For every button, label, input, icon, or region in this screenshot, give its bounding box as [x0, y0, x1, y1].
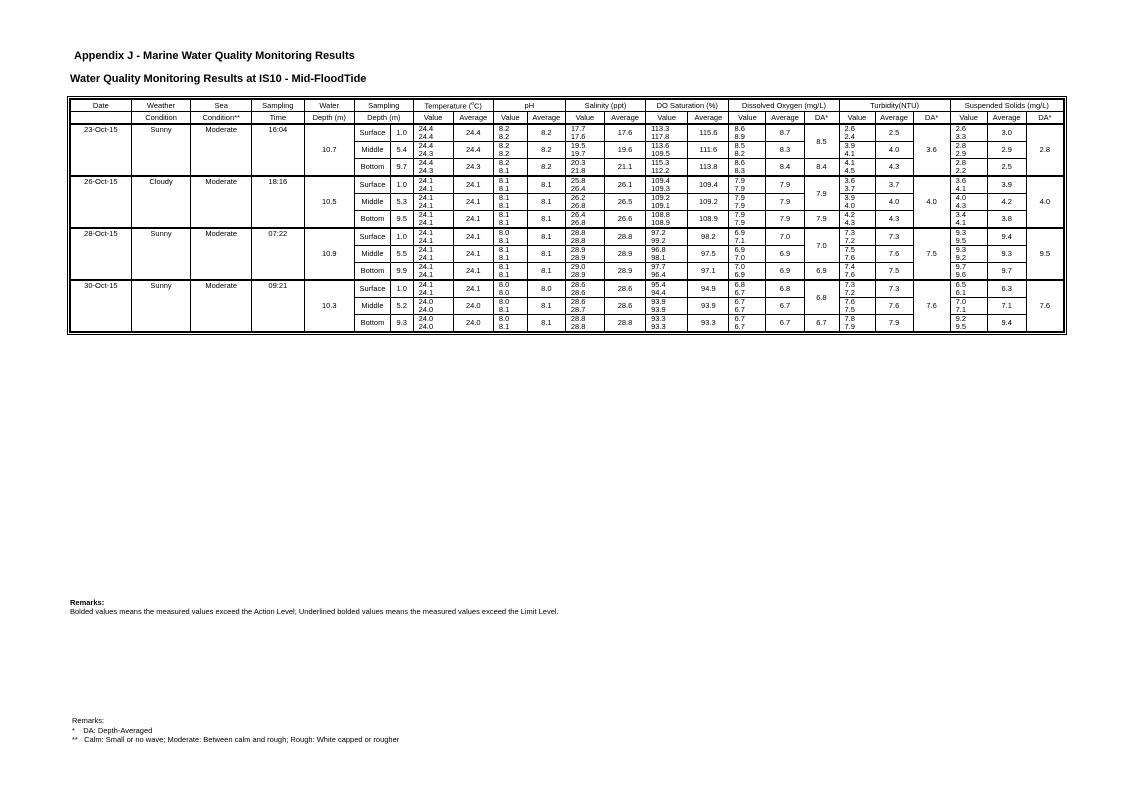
salinity-average: 28.9	[604, 246, 645, 263]
dissolved-oxygen-values: 8.6 8.9	[729, 124, 766, 142]
level-name-cell: Surface	[354, 228, 390, 246]
sampling-depth-cell: 9.9	[390, 263, 413, 281]
do-saturation-average: 111.6	[688, 142, 729, 159]
level-name-cell: Middle	[354, 298, 390, 315]
header-value: Value	[413, 112, 453, 125]
suspended-solids-values: 3.6 4.1	[950, 176, 987, 194]
suspended-solids-values: 9.2 9.5	[950, 315, 987, 332]
header-date: Date	[71, 100, 132, 112]
header-average: Average	[766, 112, 804, 125]
appendix-title: Appendix J - Marine Water Quality Monitoring Results	[74, 50, 355, 62]
header-row-2	[71, 112, 1064, 125]
ph-values: 8.0 8.1	[493, 228, 527, 246]
suspended-solids-average: 9.7	[987, 263, 1026, 281]
temperature-values: 24.1 24.1	[413, 246, 453, 263]
dissolved-oxygen-average: 7.9	[766, 194, 804, 211]
salinity-values: 25.8 26.4	[565, 176, 604, 194]
dissolved-oxygen-da-bottom: 7.9	[804, 211, 839, 229]
ph-average: 8.1	[527, 228, 565, 246]
dissolved-oxygen-values: 7.9 7.9	[729, 211, 766, 229]
suspended-solids-values: 9.3 9.2	[950, 246, 987, 263]
remarks-bottom	[72, 716, 399, 745]
turbidity-average: 2.5	[875, 124, 913, 142]
do-saturation-average: 115.6	[688, 124, 729, 142]
header-average: Average	[604, 112, 645, 125]
header-value: Value	[646, 112, 688, 125]
dissolved-oxygen-average: 6.7	[766, 298, 804, 315]
do-saturation-average: 109.4	[688, 176, 729, 194]
dissolved-oxygen-values: 8.6 8.3	[729, 159, 766, 177]
sea-condition-cell: Moderate	[191, 228, 252, 280]
dissolved-oxygen-da-bottom: 6.9	[804, 263, 839, 281]
header-da: DA*	[913, 112, 950, 125]
turbidity-average: 7.3	[875, 228, 913, 246]
header-sampling-time: Time	[252, 112, 304, 125]
suspended-solids-da: 4.0	[1026, 176, 1063, 228]
salinity-values: 28.6 28.7	[565, 298, 604, 315]
suspended-solids-average: 3.0	[987, 124, 1026, 142]
dissolved-oxygen-da: 6.8	[804, 280, 839, 315]
turbidity-average: 4.0	[875, 142, 913, 159]
suspended-solids-da: 7.6	[1026, 280, 1063, 332]
temperature-values: 24.1 24.1	[413, 211, 453, 229]
dissolved-oxygen-values: 7.9 7.9	[729, 176, 766, 194]
ph-values: 8.1 8.1	[493, 211, 527, 229]
sampling-depth-cell: 5.5	[390, 246, 413, 263]
table-row	[71, 176, 1064, 194]
weather-cell: Sunny	[131, 124, 191, 176]
header-temperature	[413, 100, 493, 112]
turbidity-da: 7.5	[913, 228, 950, 280]
suspended-solids-average: 2.5	[987, 159, 1026, 177]
ph-values: 8.1 8.1	[493, 246, 527, 263]
do-saturation-values: 108.8 108.9	[646, 211, 688, 229]
suspended-solids-values: 2.8 2.9	[950, 142, 987, 159]
level-name-cell: Bottom	[354, 211, 390, 229]
do-saturation-average: 98.2	[688, 228, 729, 246]
suspended-solids-values: 4.0 4.3	[950, 194, 987, 211]
turbidity-average: 7.5	[875, 263, 913, 281]
ph-average: 8.2	[527, 124, 565, 142]
temperature-values: 24.4 24.3	[413, 159, 453, 177]
suspended-solids-values: 2.6 3.3	[950, 124, 987, 142]
suspended-solids-values: 6.5 6.1	[950, 280, 987, 298]
table-row	[71, 124, 1064, 142]
salinity-average: 28.9	[604, 263, 645, 281]
do-saturation-values: 93.3 93.3	[646, 315, 688, 332]
header-salinity: Salinity (ppt)	[565, 100, 645, 112]
sampling-time-cell: 09:21	[252, 280, 304, 332]
do-saturation-values: 97.7 96.4	[646, 263, 688, 281]
suspended-solids-da: 9.5	[1026, 228, 1063, 280]
dissolved-oxygen-da: 7.9	[804, 176, 839, 211]
turbidity-values: 7.6 7.5	[839, 298, 875, 315]
suspended-solids-average: 2.9	[987, 142, 1026, 159]
do-saturation-average: 113.8	[688, 159, 729, 177]
results-table-frame	[67, 96, 1067, 335]
header-weather-condition: Condition	[131, 112, 191, 125]
temperature-average: 24.1	[453, 263, 493, 281]
header-value: Value	[839, 112, 875, 125]
salinity-average: 28.6	[604, 298, 645, 315]
level-name-cell: Surface	[354, 176, 390, 194]
sampling-depth-cell: 1.0	[390, 124, 413, 142]
ph-values: 8.0 8.0	[493, 280, 527, 298]
header-temperature-unit: C)	[473, 101, 482, 111]
dissolved-oxygen-da: 7.0	[804, 228, 839, 263]
header-average: Average	[688, 112, 729, 125]
turbidity-average: 7.9	[875, 315, 913, 332]
salinity-values: 17.7 17.6	[565, 124, 604, 142]
temperature-average: 24.0	[453, 298, 493, 315]
suspended-solids-values: 9.3 9.5	[950, 228, 987, 246]
temperature-values: 24.0 24.0	[413, 298, 453, 315]
header-da: DA*	[1026, 112, 1063, 125]
suspended-solids-average: 3.9	[987, 176, 1026, 194]
table-row	[71, 228, 1064, 246]
water-depth-cell: 10.3	[304, 280, 354, 332]
water-depth-cell: 10.5	[304, 176, 354, 228]
ph-values: 8.1 8.1	[493, 263, 527, 281]
salinity-values: 26.4 26.8	[565, 211, 604, 229]
dissolved-oxygen-da-bottom: 8.4	[804, 159, 839, 177]
header-average: Average	[453, 112, 493, 125]
turbidity-average: 3.7	[875, 176, 913, 194]
dissolved-oxygen-values: 6.7 6.7	[729, 298, 766, 315]
ph-average: 8.2	[527, 142, 565, 159]
remarks-bottom-heading: Remarks:	[72, 716, 105, 725]
do-saturation-average: 97.5	[688, 246, 729, 263]
salinity-values: 20.3 21.8	[565, 159, 604, 177]
temperature-values: 24.1 24.1	[413, 228, 453, 246]
turbidity-average: 7.3	[875, 280, 913, 298]
salinity-values: 28.8 28.8	[565, 315, 604, 332]
ph-average: 8.1	[527, 176, 565, 194]
header-value: Value	[565, 112, 604, 125]
do-saturation-values: 109.4 109.3	[646, 176, 688, 194]
dissolved-oxygen-values: 7.0 6.9	[729, 263, 766, 281]
dissolved-oxygen-average: 7.9	[766, 211, 804, 229]
weather-cell: Sunny	[131, 228, 191, 280]
header-sea-condition: Condition**	[191, 112, 252, 125]
turbidity-average: 4.3	[875, 211, 913, 229]
sampling-depth-cell: 5.2	[390, 298, 413, 315]
temperature-values: 24.1 24.1	[413, 194, 453, 211]
header-ph: pH	[493, 100, 565, 112]
salinity-average: 26.1	[604, 176, 645, 194]
dissolved-oxygen-values: 6.7 6.7	[729, 315, 766, 332]
ph-average: 8.1	[527, 298, 565, 315]
header-sampling-depth-m: Depth (m)	[354, 112, 413, 125]
salinity-average: 28.6	[604, 280, 645, 298]
suspended-solids-values: 3.4 4.1	[950, 211, 987, 229]
salinity-average: 26.5	[604, 194, 645, 211]
turbidity-average: 4.0	[875, 194, 913, 211]
sampling-depth-cell: 9.5	[390, 211, 413, 229]
do-saturation-average: 109.2	[688, 194, 729, 211]
header-water-depth: Depth (m)	[304, 112, 354, 125]
header-value: Value	[493, 112, 527, 125]
salinity-average: 28.8	[604, 315, 645, 332]
ph-average: 8.2	[527, 159, 565, 177]
do-saturation-values: 93.9 93.9	[646, 298, 688, 315]
suspended-solids-average: 9.4	[987, 315, 1026, 332]
turbidity-da: 4.0	[913, 176, 950, 228]
header-dissolved-oxygen: Dissolved Oxygen (mg/L)	[729, 100, 839, 112]
water-depth-cell: 10.9	[304, 228, 354, 280]
temperature-average: 24.4	[453, 142, 493, 159]
turbidity-da: 7.6	[913, 280, 950, 332]
do-saturation-values: 109.2 109.1	[646, 194, 688, 211]
header-suspended-solids: Suspended Solids (mg/L)	[950, 100, 1063, 112]
temperature-average: 24.4	[453, 124, 493, 142]
header-row-1	[71, 100, 1064, 112]
level-name-cell: Middle	[354, 194, 390, 211]
temperature-average: 24.1	[453, 194, 493, 211]
temperature-average: 24.1	[453, 211, 493, 229]
header-weather: Weather	[131, 100, 191, 112]
dissolved-oxygen-da: 8.5	[804, 124, 839, 159]
turbidity-values: 7.3 7.2	[839, 228, 875, 246]
dissolved-oxygen-average: 6.9	[766, 246, 804, 263]
ph-values: 8.2 8.2	[493, 142, 527, 159]
do-saturation-values: 96.8 98.1	[646, 246, 688, 263]
temperature-average: 24.1	[453, 176, 493, 194]
do-saturation-average: 94.9	[688, 280, 729, 298]
level-name-cell: Surface	[354, 124, 390, 142]
do-saturation-average: 93.3	[688, 315, 729, 332]
temperature-average: 24.0	[453, 315, 493, 332]
sampling-depth-cell: 9.3	[390, 315, 413, 332]
temperature-average: 24.3	[453, 159, 493, 177]
suspended-solids-average: 3.8	[987, 211, 1026, 229]
suspended-solids-values: 9.7 9.6	[950, 263, 987, 281]
sea-condition-cell: Moderate	[191, 280, 252, 332]
salinity-values: 19.5 19.7	[565, 142, 604, 159]
dissolved-oxygen-values: 6.9 7.1	[729, 228, 766, 246]
turbidity-average: 7.6	[875, 298, 913, 315]
level-name-cell: Surface	[354, 280, 390, 298]
do-saturation-values: 113.6 109.5	[646, 142, 688, 159]
dissolved-oxygen-average: 7.0	[766, 228, 804, 246]
do-saturation-average: 108.9	[688, 211, 729, 229]
level-name-cell: Middle	[354, 142, 390, 159]
sampling-time-cell: 18:16	[252, 176, 304, 228]
ph-values: 8.1 8.1	[493, 194, 527, 211]
ph-values: 8.1 8.1	[493, 176, 527, 194]
ph-average: 8.0	[527, 280, 565, 298]
header-average: Average	[527, 112, 565, 125]
sampling-depth-cell: 9.7	[390, 159, 413, 177]
suspended-solids-values: 2.8 2.2	[950, 159, 987, 177]
salinity-values: 28.9 28.9	[565, 246, 604, 263]
temperature-average: 24.1	[453, 246, 493, 263]
degree-superscript: o	[471, 101, 474, 108]
turbidity-values: 4.1 4.5	[839, 159, 875, 177]
table-title: Water Quality Monitoring Results at IS10 - Mid-FloodTide	[70, 73, 367, 85]
salinity-values: 26.2 26.8	[565, 194, 604, 211]
do-saturation-values: 95.4 94.4	[646, 280, 688, 298]
dissolved-oxygen-da-bottom: 6.7	[804, 315, 839, 332]
level-name-cell: Bottom	[354, 159, 390, 177]
results-table	[70, 99, 1064, 332]
ph-average: 8.1	[527, 211, 565, 229]
dissolved-oxygen-average: 6.9	[766, 263, 804, 281]
header-sampling: Sampling	[252, 100, 304, 112]
dissolved-oxygen-values: 6.9 7.0	[729, 246, 766, 263]
dissolved-oxygen-average: 6.8	[766, 280, 804, 298]
dissolved-oxygen-average: 7.9	[766, 176, 804, 194]
turbidity-values: 7.3 7.2	[839, 280, 875, 298]
remarks-top-text: Bolded values means the measured values exceed the Action Level; Underlined bolded values means the measured values exceed the Limit Level.	[70, 607, 559, 616]
header-sea: Sea	[191, 100, 252, 112]
do-saturation-values: 97.2 99.2	[646, 228, 688, 246]
level-name-cell: Bottom	[354, 263, 390, 281]
ph-values: 8.2 8.2	[493, 124, 527, 142]
sea-condition-cell: Moderate	[191, 176, 252, 228]
suspended-solids-average: 9.4	[987, 228, 1026, 246]
salinity-average: 17.6	[604, 124, 645, 142]
temperature-average: 24.1	[453, 228, 493, 246]
weather-cell: Cloudy	[131, 176, 191, 228]
salinity-average: 26.6	[604, 211, 645, 229]
date-cell: 23-Oct-15	[71, 124, 132, 176]
sampling-depth-cell: 5.4	[390, 142, 413, 159]
remarks-footnote-da: * DA: Depth-Averaged	[72, 725, 153, 735]
level-name-cell: Bottom	[354, 315, 390, 332]
dissolved-oxygen-values: 7.9 7.9	[729, 194, 766, 211]
suspended-solids-values: 7.0 7.1	[950, 298, 987, 315]
ph-values: 8.0 8.1	[493, 298, 527, 315]
salinity-values: 28.6 28.6	[565, 280, 604, 298]
turbidity-values: 3.9 4.1	[839, 142, 875, 159]
header-da: DA*	[804, 112, 839, 125]
sampling-depth-cell: 1.0	[390, 176, 413, 194]
remarks-top	[70, 598, 559, 616]
date-cell: 28-Oct-15	[71, 228, 132, 280]
suspended-solids-da: 2.8	[1026, 124, 1063, 176]
remarks-top-heading: Remarks:	[70, 598, 105, 607]
ph-average: 8.1	[527, 315, 565, 332]
temperature-values: 24.1 24.1	[413, 280, 453, 298]
header-average: Average	[987, 112, 1026, 125]
salinity-values: 29.0 28.9	[565, 263, 604, 281]
dissolved-oxygen-average: 8.4	[766, 159, 804, 177]
suspended-solids-average: 6.3	[987, 280, 1026, 298]
salinity-values: 28.8 28.8	[565, 228, 604, 246]
date-cell: 30-Oct-15	[71, 280, 132, 332]
dissolved-oxygen-values: 6.8 6.7	[729, 280, 766, 298]
header-turbidity: Turbidity(NTU)	[839, 100, 950, 112]
weather-cell: Sunny	[131, 280, 191, 332]
header-temperature-text: Temperature (	[424, 101, 472, 111]
dissolved-oxygen-values: 8.5 8.2	[729, 142, 766, 159]
salinity-average: 21.1	[604, 159, 645, 177]
dissolved-oxygen-average: 8.3	[766, 142, 804, 159]
header-blank	[71, 112, 132, 125]
do-saturation-average: 93.9	[688, 298, 729, 315]
header-sampling-depth: Sampling	[354, 100, 413, 112]
suspended-solids-average: 9.3	[987, 246, 1026, 263]
level-name-cell: Middle	[354, 246, 390, 263]
temperature-values: 24.4 24.4	[413, 124, 453, 142]
turbidity-values: 3.9 4.0	[839, 194, 875, 211]
temperature-values: 24.1 24.1	[413, 263, 453, 281]
sampling-depth-cell: 5.3	[390, 194, 413, 211]
dissolved-oxygen-average: 8.7	[766, 124, 804, 142]
ph-values: 8.0 8.1	[493, 315, 527, 332]
do-saturation-values: 115.3 112.2	[646, 159, 688, 177]
sampling-time-cell: 16:04	[252, 124, 304, 176]
do-saturation-average: 97.1	[688, 263, 729, 281]
header-value: Value	[950, 112, 987, 125]
ph-average: 8.1	[527, 194, 565, 211]
salinity-average: 28.8	[604, 228, 645, 246]
table-row	[71, 280, 1064, 298]
ph-average: 8.1	[527, 246, 565, 263]
suspended-solids-average: 7.1	[987, 298, 1026, 315]
ph-average: 8.1	[527, 263, 565, 281]
header-do-saturation: DO Saturation (%)	[646, 100, 729, 112]
turbidity-average: 4.3	[875, 159, 913, 177]
dissolved-oxygen-average: 6.7	[766, 315, 804, 332]
sampling-depth-cell: 1.0	[390, 280, 413, 298]
header-water: Water	[304, 100, 354, 112]
turbidity-values: 7.5 7.6	[839, 246, 875, 263]
turbidity-average: 7.6	[875, 246, 913, 263]
turbidity-values: 7.4 7.6	[839, 263, 875, 281]
temperature-values: 24.1 24.1	[413, 176, 453, 194]
turbidity-values: 4.2 4.3	[839, 211, 875, 229]
salinity-average: 19.6	[604, 142, 645, 159]
sampling-depth-cell: 1.0	[390, 228, 413, 246]
water-depth-cell: 10.7	[304, 124, 354, 176]
sampling-time-cell: 07:22	[252, 228, 304, 280]
do-saturation-values: 113.3 117.8	[646, 124, 688, 142]
suspended-solids-average: 4.2	[987, 194, 1026, 211]
ph-values: 8.2 8.1	[493, 159, 527, 177]
temperature-average: 24.1	[453, 280, 493, 298]
turbidity-values: 3.6 3.7	[839, 176, 875, 194]
date-cell: 26-Oct-15	[71, 176, 132, 228]
remarks-footnote-sea: ** Calm: Small or no wave; Moderate: Between calm and rough; Rough: White capped or rougher	[72, 735, 400, 744]
temperature-values: 24.0 24.0	[413, 315, 453, 332]
sea-condition-cell: Moderate	[191, 124, 252, 176]
header-value: Value	[729, 112, 766, 125]
header-average: Average	[875, 112, 913, 125]
turbidity-da: 3.6	[913, 124, 950, 176]
turbidity-values: 7.8 7.9	[839, 315, 875, 332]
turbidity-values: 2.6 2.4	[839, 124, 875, 142]
temperature-values: 24.4 24.3	[413, 142, 453, 159]
